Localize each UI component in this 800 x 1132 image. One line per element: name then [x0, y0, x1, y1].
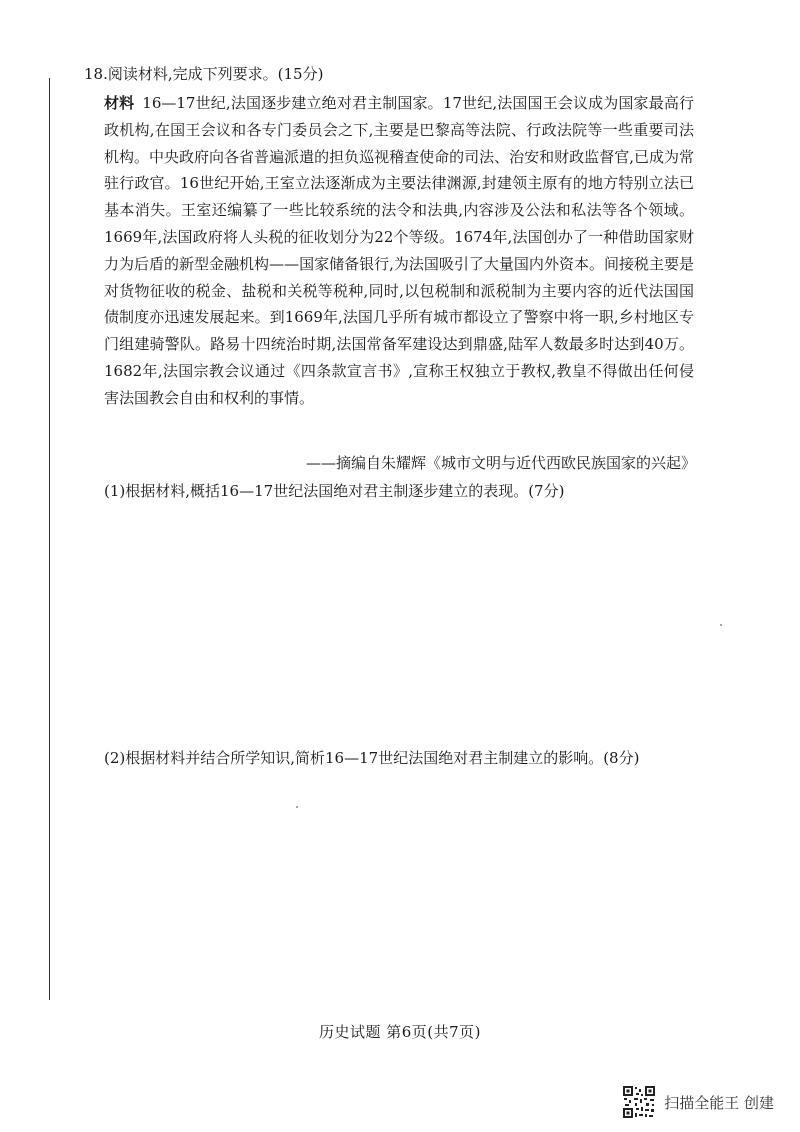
material-passage	[104, 90, 694, 412]
material-label: 材料	[104, 94, 135, 112]
scanner-watermark	[622, 1084, 774, 1120]
scan-speck	[720, 624, 722, 626]
sub-question-1: (1)根据材料,概括16—17世纪法国绝对君主制逐步建立的表现。(7分)	[104, 482, 565, 500]
sub-question-2: (2)根据材料并结合所学知识,简析16—17世纪法国绝对君主制建立的影响。(8分)	[104, 749, 640, 767]
page-footer: 历史试题 第6页(共7页)	[318, 1023, 482, 1041]
question-title: 18.阅读材料,完成下列要求。(15分)	[84, 65, 324, 83]
qr-code-icon	[622, 1085, 656, 1119]
scan-speck	[296, 806, 298, 808]
watermark-text: 扫描全能王 创建	[664, 1093, 774, 1112]
material-source: ——摘编自朱耀辉《城市文明与近代西欧民族国家的兴起》	[305, 454, 696, 472]
binding-margin-line	[49, 78, 50, 1000]
material-text: 16—17世纪,法国逐步建立绝对君主制国家。17世纪,法国国王会议成为国家最高行政机构,在国王会议和各专门委员会之下,主要是巴黎高等法院、行政法院等一些重要司法机构。中央政府向各省普遍派遣的担负巡视稽查使命的司法、治安和财政监督官,已成为常驻行政官。16世纪开始,王室立法逐渐成为主要法律渊源,封建领主原有的地方特别立法已基本消失。王室还编纂了一些比较系统的法令和法典,内容涉及公法和私法等各个领域。1669年,法国政府将人头税的征收划分为22个等级。1674年,法国创办了一种借助国家财力为后盾的新型金融机构——国家储备银行,为法国吸引了大量国内外资本。间接税主要是对货物征收的税金、盐税和关税等税种,同时,以包税制和派税制为主要内容的近代法国国债制度亦迅速发展起来。到1669年,法国几乎所有城市都设立了警察中将一职,乡村地区专门组建骑警队。路易十四统治时期,法国常备军建设达到鼎盛,陆军人数最多时达到40万。1682年,法国宗教会议通过《四条款宣言书》,宣称王权独立于教权,教皇不得做出任何侵害法国教会自由和权利的事情。	[104, 94, 694, 407]
